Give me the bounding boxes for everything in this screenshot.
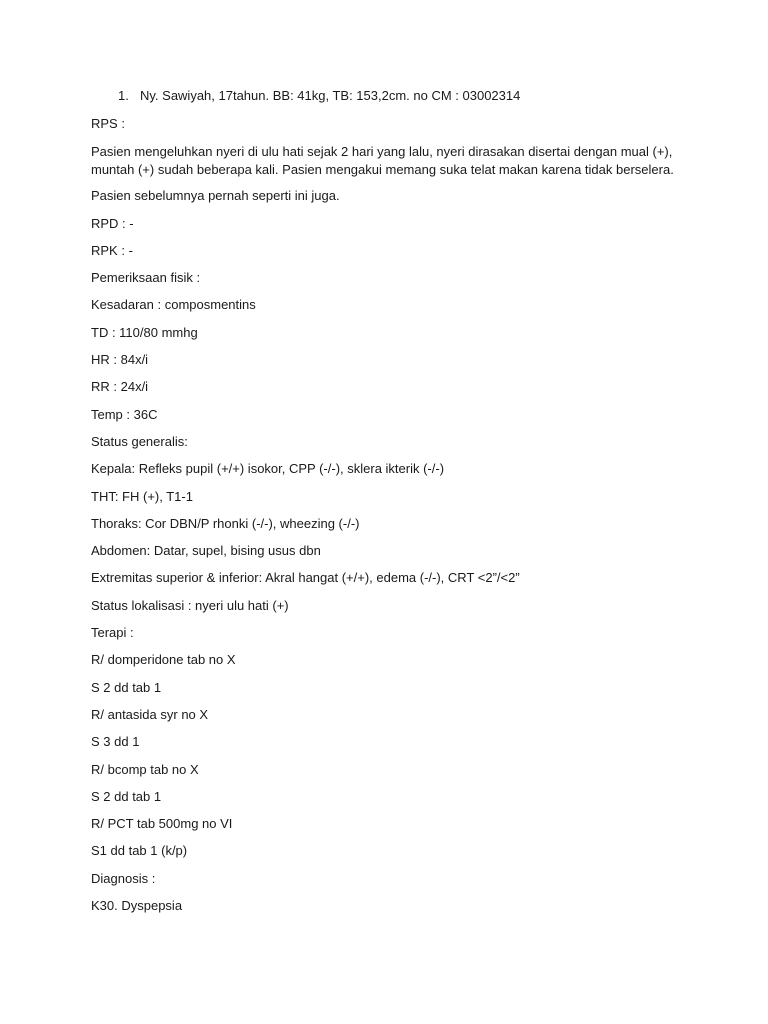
- signa-line: S 2 dd tab 1: [91, 679, 162, 695]
- consciousness-line: Kesadaran : composmentins: [91, 297, 256, 313]
- patient-identity: Ny. Sawiyah, 17tahun. BB: 41kg, TB: 153,2cm. no CM : 03002314: [140, 88, 521, 103]
- blood-pressure-line: TD : 110/80 mmhg: [91, 324, 198, 340]
- diagnosis-value: K30. Dyspepsia: [91, 898, 183, 914]
- extremities-exam-line: Extremitas superior & inferior: Akral hangat (+/+), edema (-/-), CRT <2”/<2”: [91, 570, 520, 586]
- abdomen-exam-line: Abdomen: Datar, supel, bising usus dbn: [91, 543, 321, 559]
- history-line: Pasien sebelumnya pernah seperti ini juga.: [91, 188, 340, 204]
- rps-paragraph: [91, 143, 711, 179]
- prescription-line: R/ domperidone tab no X: [91, 652, 236, 668]
- respiratory-rate-line: RR : 24x/i: [91, 379, 149, 395]
- heart-rate-line: HR : 84x/i: [91, 352, 149, 368]
- patient-header: [118, 88, 520, 104]
- signa-line: S 2 dd tab 1: [91, 788, 162, 804]
- thorax-exam-line: Thoraks: Cor DBN/P rhonki (-/-), wheezing (-/-): [91, 515, 360, 531]
- local-status-line: Status lokalisasi : nyeri ulu hati (+): [91, 597, 289, 613]
- prescription-line: R/ bcomp tab no X: [91, 761, 199, 777]
- case-body: [91, 116, 711, 925]
- rpd-line: RPD : -: [91, 215, 134, 231]
- prescription-line: R/ antasida syr no X: [91, 706, 209, 722]
- list-number: 1.: [118, 88, 129, 103]
- exam-heading: Pemeriksaan fisik :: [91, 270, 201, 286]
- temperature-line: Temp : 36C: [91, 406, 158, 422]
- therapy-heading: Terapi :: [91, 625, 134, 641]
- general-status-heading: Status generalis:: [91, 433, 188, 449]
- rps-label: RPS :: [91, 116, 125, 131]
- diagnosis-heading: Diagnosis :: [91, 870, 156, 886]
- head-exam-line: Kepala: Refleks pupil (+/+) isokor, CPP (-/-), sklera ikterik (-/-): [91, 461, 445, 477]
- rps-line: Pasien mengeluhkan nyeri di ulu hati sejak 2 hari yang lalu, nyeri dirasakan disertai dengan mual (+),: [91, 144, 673, 160]
- rps-line: muntah (+) sudah beberapa kali. Pasien mengakui memang suka telat makan karena tidak berselera.: [91, 162, 674, 178]
- signa-line: S1 dd tab 1 (k/p): [91, 843, 188, 859]
- signa-line: S 3 dd 1: [91, 734, 140, 750]
- rpk-line: RPK : -: [91, 242, 133, 258]
- tht-exam-line: THT: FH (+), T1-1: [91, 488, 193, 504]
- prescription-line: R/ PCT tab 500mg no VI: [91, 816, 233, 832]
